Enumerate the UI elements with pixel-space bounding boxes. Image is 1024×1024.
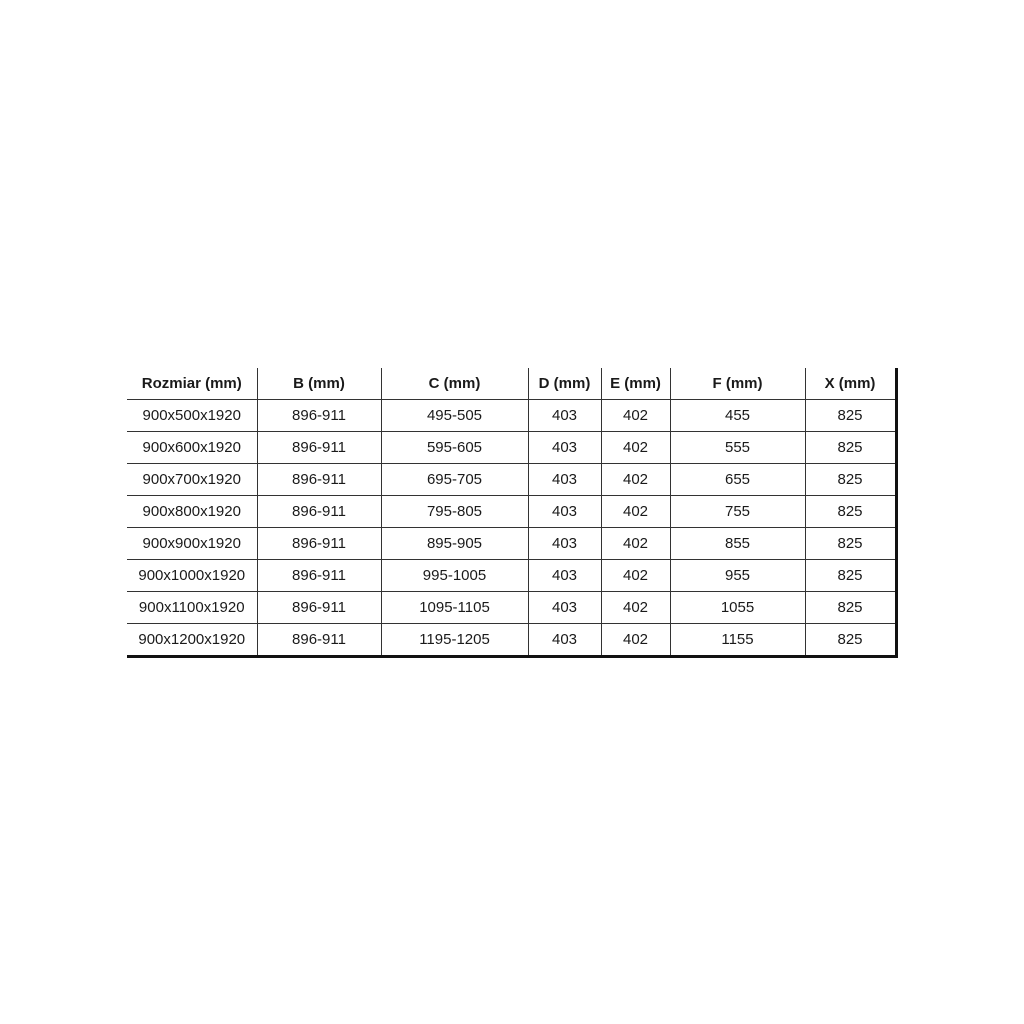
table-row bbox=[127, 592, 896, 624]
table-cell: 755 bbox=[670, 496, 805, 528]
table-cell: 825 bbox=[805, 400, 896, 432]
table-row bbox=[127, 624, 896, 657]
table-header-cell: Rozmiar (mm) bbox=[127, 368, 257, 400]
table-header-cell: D (mm) bbox=[528, 368, 601, 400]
table-cell: 402 bbox=[601, 624, 670, 657]
table-cell: 403 bbox=[528, 496, 601, 528]
table-cell: 855 bbox=[670, 528, 805, 560]
table-cell: 955 bbox=[670, 560, 805, 592]
table-cell: 402 bbox=[601, 464, 670, 496]
table-cell: 403 bbox=[528, 592, 601, 624]
table-cell: 900x700x1920 bbox=[127, 464, 257, 496]
table-cell: 825 bbox=[805, 560, 896, 592]
table-cell: 555 bbox=[670, 432, 805, 464]
table-cell: 402 bbox=[601, 400, 670, 432]
table-row bbox=[127, 464, 896, 496]
table-header-cell: B (mm) bbox=[257, 368, 381, 400]
table-cell: 402 bbox=[601, 528, 670, 560]
table-cell: 900x800x1920 bbox=[127, 496, 257, 528]
dimension-spec-table bbox=[127, 368, 898, 658]
table-row bbox=[127, 528, 896, 560]
table-cell: 995-1005 bbox=[381, 560, 528, 592]
table-cell: 825 bbox=[805, 624, 896, 657]
table-cell: 825 bbox=[805, 496, 896, 528]
table-cell: 900x1200x1920 bbox=[127, 624, 257, 657]
table-cell: 402 bbox=[601, 432, 670, 464]
table-row bbox=[127, 560, 896, 592]
table-header-cell: X (mm) bbox=[805, 368, 896, 400]
table-cell: 495-505 bbox=[381, 400, 528, 432]
table-row bbox=[127, 400, 896, 432]
table-cell: 403 bbox=[528, 560, 601, 592]
table-cell: 595-605 bbox=[381, 432, 528, 464]
table-header-cell: F (mm) bbox=[670, 368, 805, 400]
table-cell: 896-911 bbox=[257, 496, 381, 528]
table-cell: 1095-1105 bbox=[381, 592, 528, 624]
table-cell: 896-911 bbox=[257, 400, 381, 432]
table-cell: 900x1000x1920 bbox=[127, 560, 257, 592]
table-cell: 695-705 bbox=[381, 464, 528, 496]
table-cell: 402 bbox=[601, 592, 670, 624]
table-cell: 1195-1205 bbox=[381, 624, 528, 657]
table-row bbox=[127, 432, 896, 464]
table-cell: 896-911 bbox=[257, 432, 381, 464]
table-cell: 896-911 bbox=[257, 624, 381, 657]
table-cell: 896-911 bbox=[257, 528, 381, 560]
table-cell: 900x900x1920 bbox=[127, 528, 257, 560]
table-header-cell: E (mm) bbox=[601, 368, 670, 400]
table-header-cell: C (mm) bbox=[381, 368, 528, 400]
table-cell: 1055 bbox=[670, 592, 805, 624]
table-cell: 1155 bbox=[670, 624, 805, 657]
table-header-row bbox=[127, 368, 896, 400]
table-cell: 900x500x1920 bbox=[127, 400, 257, 432]
table-cell: 403 bbox=[528, 400, 601, 432]
table-cell: 795-805 bbox=[381, 496, 528, 528]
table-cell: 896-911 bbox=[257, 592, 381, 624]
table-cell: 402 bbox=[601, 560, 670, 592]
table-cell: 825 bbox=[805, 592, 896, 624]
table-cell: 825 bbox=[805, 464, 896, 496]
table-cell: 825 bbox=[805, 432, 896, 464]
table-cell: 403 bbox=[528, 432, 601, 464]
table-cell: 896-911 bbox=[257, 464, 381, 496]
table-cell: 655 bbox=[670, 464, 805, 496]
table-cell: 403 bbox=[528, 464, 601, 496]
table-cell: 825 bbox=[805, 528, 896, 560]
table-cell: 402 bbox=[601, 496, 670, 528]
table-row bbox=[127, 496, 896, 528]
table-cell: 455 bbox=[670, 400, 805, 432]
table-cell: 896-911 bbox=[257, 560, 381, 592]
table-cell: 900x1100x1920 bbox=[127, 592, 257, 624]
table-cell: 403 bbox=[528, 528, 601, 560]
table-cell: 895-905 bbox=[381, 528, 528, 560]
table-body bbox=[127, 400, 896, 657]
table-cell: 900x600x1920 bbox=[127, 432, 257, 464]
table-cell: 403 bbox=[528, 624, 601, 657]
